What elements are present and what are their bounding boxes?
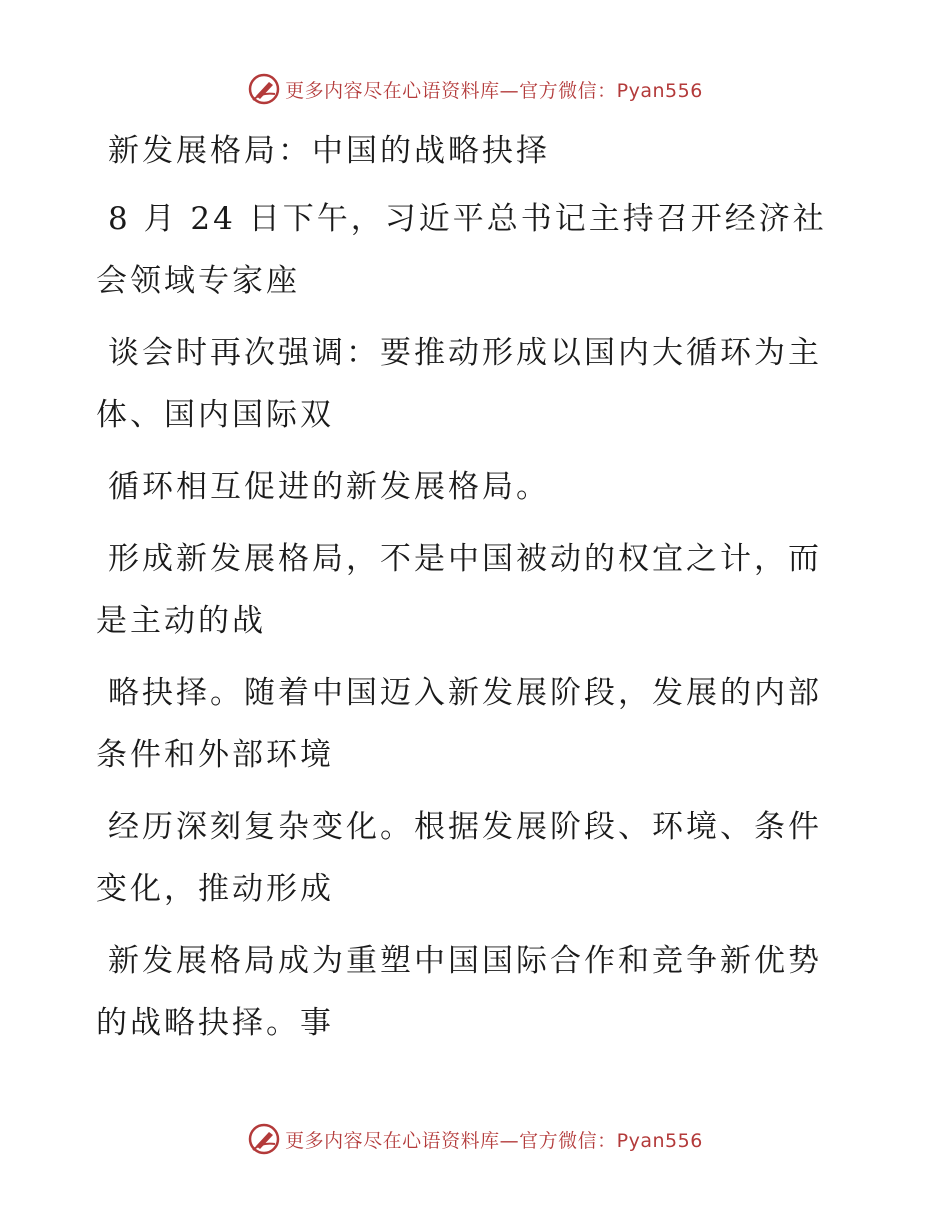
paragraph: 循环相互促进的新发展格局。: [108, 469, 550, 505]
footer-watermark: [0, 1122, 950, 1156]
paragraph: 8 月 24 日下午，习近平总书记主持召开经济社会领域专家座: [96, 201, 827, 299]
header-watermark: [0, 72, 950, 106]
logo-icon: [247, 1122, 281, 1156]
paragraph: 形成新发展格局，不是中国被动的权宜之计，而是主动的战: [96, 541, 822, 639]
paragraph: 新发展格局成为重塑中国国际合作和竞争新优势的战略抉择。事: [96, 943, 822, 1041]
watermark-text: 更多内容尽在心语资料库—官方微信：Pyan556: [285, 1129, 703, 1152]
paragraph: 略抉择。随着中国迈入新发展阶段，发展的内部条件和外部环境: [96, 675, 822, 773]
document-body: [96, 120, 836, 1064]
document-title: 新发展格局：中国的战略抉择: [108, 133, 550, 169]
paragraph: 经历深刻复杂变化。根据发展阶段、环境、条件变化，推动形成: [96, 809, 822, 907]
paragraph: 谈会时再次强调：要推动形成以国内大循环为主体、国内国际双: [96, 335, 822, 433]
watermark-text: 更多内容尽在心语资料库—官方微信：Pyan556: [285, 79, 703, 102]
logo-icon: [247, 72, 281, 106]
